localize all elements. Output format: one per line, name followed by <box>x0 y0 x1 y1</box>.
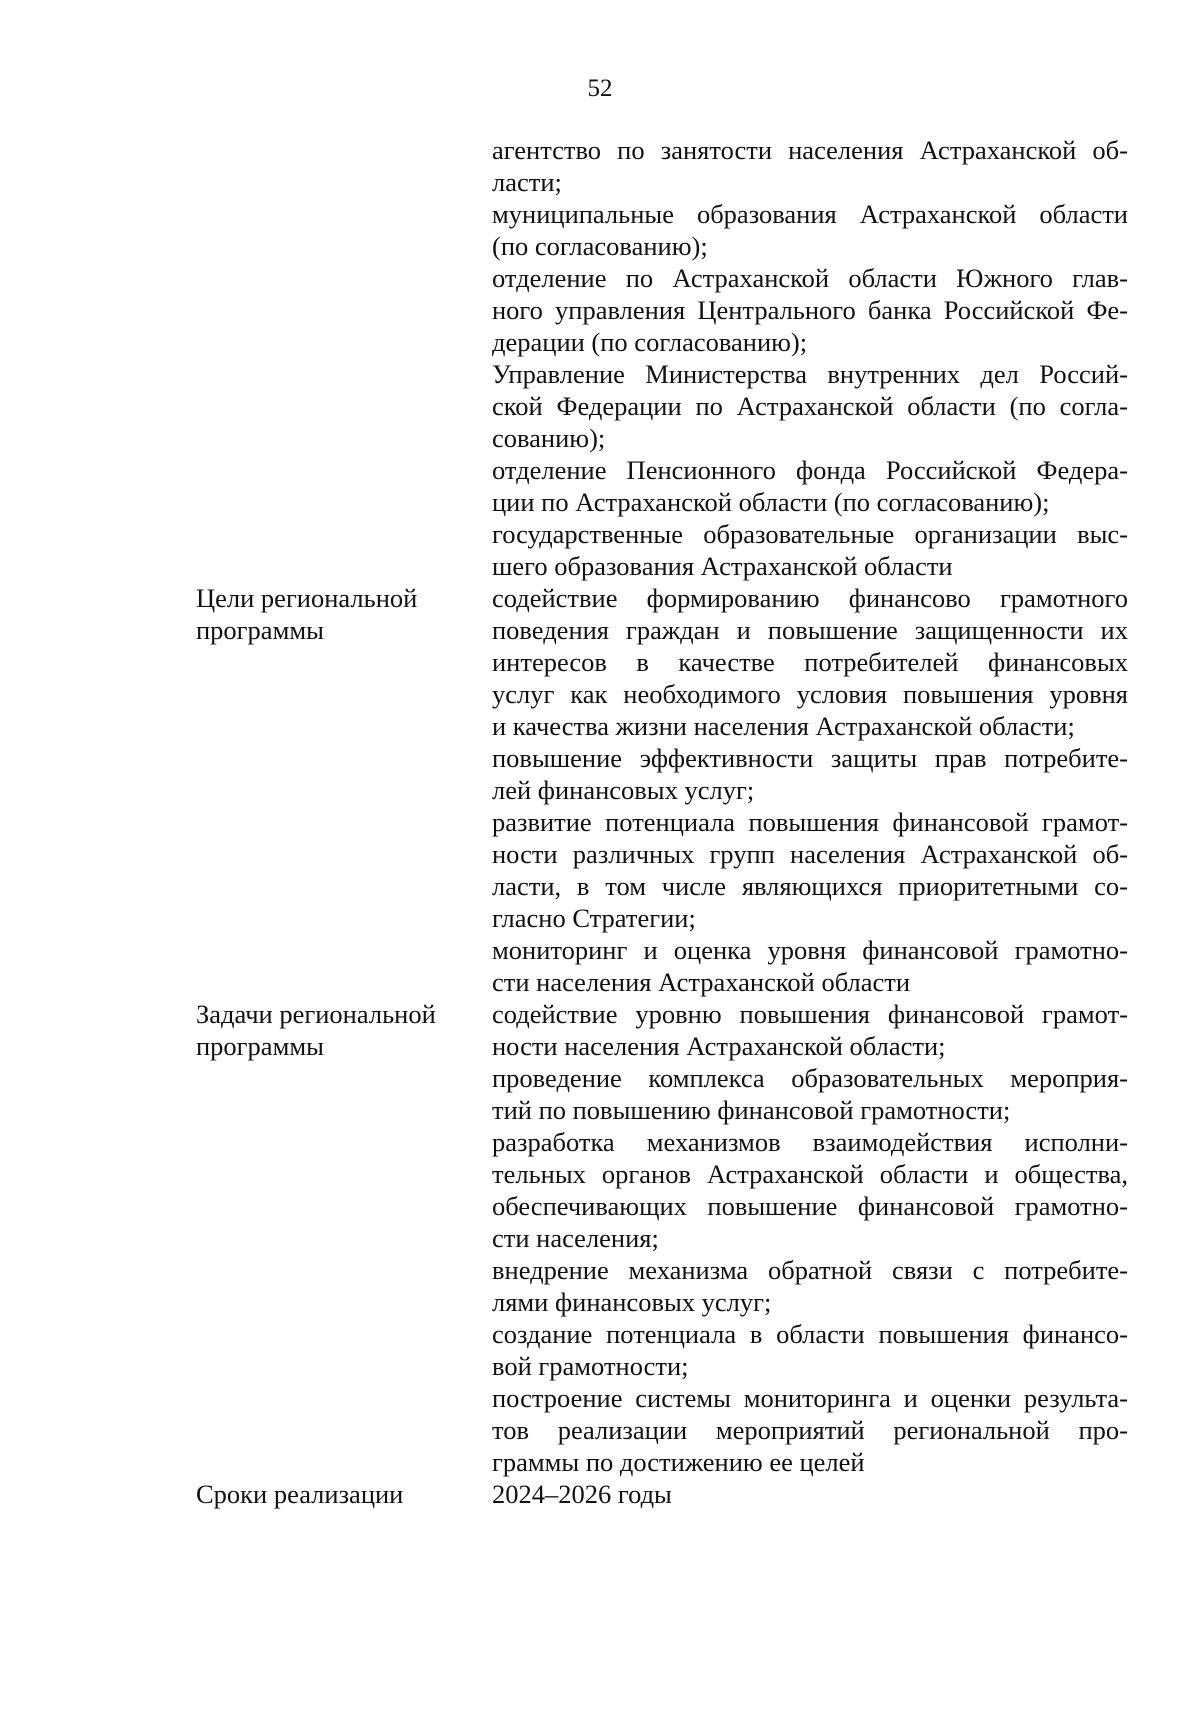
program-passport-table <box>196 134 1136 1510</box>
row-value-line: тий по повышению финансовой грамотности; <box>492 1095 1011 1125</box>
row-value-line: тов реализации мероприятий региональной про- <box>492 1415 1128 1445</box>
row-value <box>492 1478 1128 1510</box>
row-value-line: лями финансовых услуг; <box>492 1287 772 1317</box>
row-value-line: ласти; <box>492 167 562 197</box>
row-value-line: тельных органов Астраханской области и общества, <box>492 1159 1128 1189</box>
row-value-line: сти населения Астраханской области <box>492 967 911 997</box>
table-row <box>196 1478 1136 1510</box>
row-value-line: гласно Стратегии; <box>492 903 696 933</box>
row-value-line: муниципальные образования Астраханской области <box>492 199 1128 229</box>
row-value-line: ции по Астраханской области (по согласованию); <box>492 487 1050 517</box>
row-value-line: вой грамотности; <box>492 1351 689 1381</box>
row-value-line: внедрение механизма обратной связи с потребите- <box>492 1255 1128 1285</box>
row-value-line: обеспечивающих повышение финансовой грамотно- <box>492 1191 1128 1221</box>
row-value-line: отделение Пенсионного фонда Российской Федера- <box>492 455 1128 485</box>
row-value-line: ской Федерации по Астраханской области (по согла- <box>492 391 1128 421</box>
row-value-line: ного управления Центрального банка Российской Фе- <box>492 295 1128 325</box>
row-label <box>196 1478 492 1510</box>
row-label-line: Сроки реализации <box>196 1479 404 1509</box>
row-value-line: и качества жизни населения Астраханской области; <box>492 711 1075 741</box>
table-row <box>196 134 1136 582</box>
row-value-line: Управление Министерства внутренних дел Россий- <box>492 359 1128 389</box>
row-value-line: сованию); <box>492 423 606 453</box>
table-row <box>196 582 1136 998</box>
row-value-line: создание потенциала в области повышения финансо- <box>492 1319 1128 1349</box>
row-value-line: услуг как необходимого условия повышения уровня <box>492 679 1128 709</box>
row-value <box>492 134 1128 582</box>
row-value-line: мониторинг и оценка уровня финансовой грамотно- <box>492 935 1128 965</box>
table-row <box>196 998 1136 1478</box>
row-value-line: ности различных групп населения Астраханской об- <box>492 839 1128 869</box>
row-value-line: сти населения; <box>492 1223 659 1253</box>
row-value-line: поведения граждан и повышение защищенности их <box>492 615 1128 645</box>
row-value-line: (по согласованию); <box>492 231 708 261</box>
row-value-line: дерации (по согласованию); <box>492 327 808 357</box>
row-value <box>492 582 1128 998</box>
row-label-line: Задачи региональной <box>196 999 436 1029</box>
row-label-line: программы <box>196 615 324 645</box>
row-label <box>196 582 492 646</box>
row-value-line: агентство по занятости населения Астраханской об- <box>492 135 1128 165</box>
page-number: 52 <box>587 75 613 102</box>
row-value-line: повышение эффективности защиты прав потребите- <box>492 743 1128 773</box>
row-value-line: проведение комплекса образовательных мероприя- <box>492 1063 1128 1093</box>
row-value-line: построение системы мониторинга и оценки результа- <box>492 1383 1128 1413</box>
row-label-line: Цели региональной <box>196 583 418 613</box>
row-value-line: содействие формированию финансово грамотного <box>492 583 1128 613</box>
row-label <box>196 998 492 1062</box>
row-value <box>492 998 1128 1478</box>
row-value-line: 2024–2026 годы <box>492 1479 672 1509</box>
row-value-line: государственные образовательные организации выс- <box>492 519 1128 549</box>
row-value-line: ности населения Астраханской области; <box>492 1031 946 1061</box>
row-value-line: граммы по достижению ее целей <box>492 1447 865 1477</box>
row-value-line: интересов в качестве потребителей финансовых <box>492 647 1128 677</box>
row-value-line: отделение по Астраханской области Южного глав- <box>492 263 1128 293</box>
row-value-line: содействие уровню повышения финансовой грамот- <box>492 999 1128 1029</box>
row-label-line: программы <box>196 1031 324 1061</box>
row-value-line: лей финансовых услуг; <box>492 775 755 805</box>
row-value-line: ласти, в том числе являющихся приоритетными со- <box>492 871 1128 901</box>
row-value-line: разработка механизмов взаимодействия исполни- <box>492 1127 1128 1157</box>
row-value-line: развитие потенциала повышения финансовой грамот- <box>492 807 1128 837</box>
row-value-line: шего образования Астраханской области <box>492 551 953 581</box>
